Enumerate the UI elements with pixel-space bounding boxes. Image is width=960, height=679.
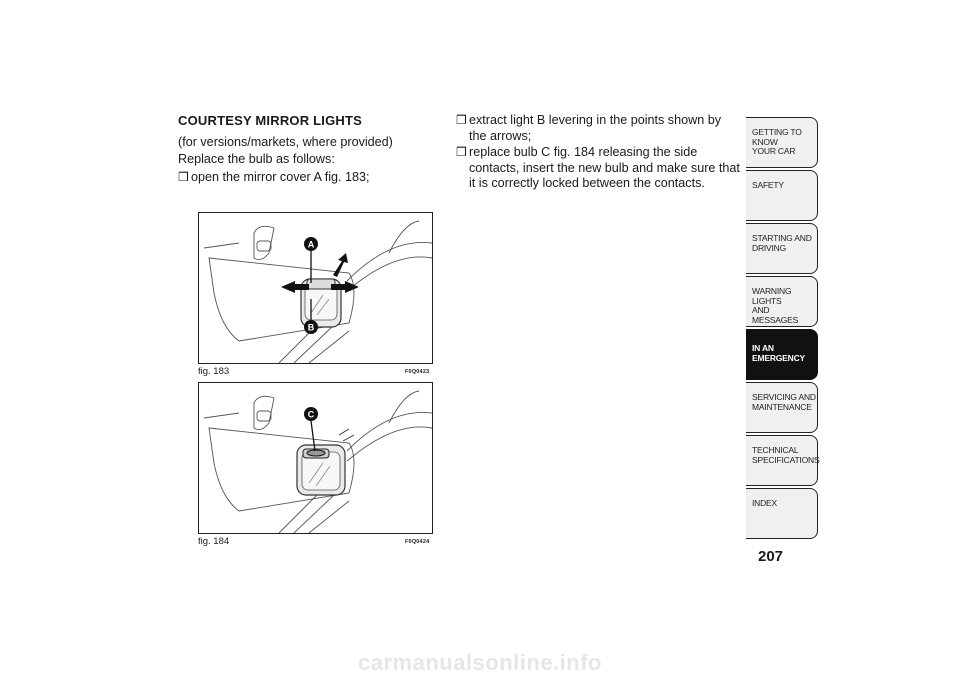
figure-183-illustration (198, 212, 433, 364)
tab-index[interactable]: INDEX (746, 488, 818, 539)
tab-safety[interactable]: SAFETY (746, 170, 818, 221)
step-text: extract light B levering in the points shown by the arrows; (469, 113, 722, 143)
sun-visor-mirror-drawing (199, 213, 432, 363)
tab-technical-specifications[interactable]: TECHNICAL SPECIFICATIONS (746, 435, 818, 486)
callout-a: A (307, 239, 315, 250)
checkbox-bullet-icon: ❒ (456, 145, 467, 159)
tab-in-an-emergency[interactable]: IN AN EMERGENCY (746, 329, 818, 380)
figure-183-code: F0Q0423 (405, 369, 430, 375)
left-column (178, 113, 438, 186)
callout-b: B (307, 322, 315, 333)
tab-servicing-and-maintenance[interactable]: SERVICING AND MAINTENANCE (746, 382, 818, 433)
right-column (456, 113, 741, 193)
figure-184-caption: fig. 184 (198, 536, 230, 547)
step-item (178, 170, 438, 186)
chapter-tabs (746, 117, 818, 541)
watermark-footer: carmanualsonline.info (358, 650, 602, 675)
availability-note: (for versions/markets, where provided) (178, 134, 393, 149)
figure-184-code: F0Q0424 (405, 539, 430, 545)
callout-c: C (307, 409, 315, 420)
sun-visor-bulb-drawing (199, 383, 432, 533)
step-item (456, 145, 741, 192)
section-heading: COURTESY MIRROR LIGHTS (178, 113, 363, 128)
step-text: open the mirror cover A fig. 183; (191, 169, 370, 184)
figure-183-caption: fig. 183 (198, 366, 230, 377)
tab-warning-lights-and-messages[interactable]: WARNING LIGHTS AND MESSAGES (746, 276, 818, 327)
checkbox-bullet-icon: ❒ (178, 169, 189, 184)
step-text: replace bulb C fig. 184 releasing the side contacts, insert the new bulb and make sure that it is correctly locked between the contacts. (469, 145, 740, 190)
tab-starting-and-driving[interactable]: STARTING AND DRIVING (746, 223, 818, 274)
step-item (456, 113, 741, 144)
tab-getting-to-know-your-car[interactable]: GETTING TO KNOW YOUR CAR (746, 117, 818, 168)
checkbox-bullet-icon: ❒ (456, 113, 467, 127)
figure-184-illustration (198, 382, 433, 534)
page-number: 207 (758, 548, 784, 565)
intro-text: Replace the bulb as follows: (178, 152, 335, 166)
